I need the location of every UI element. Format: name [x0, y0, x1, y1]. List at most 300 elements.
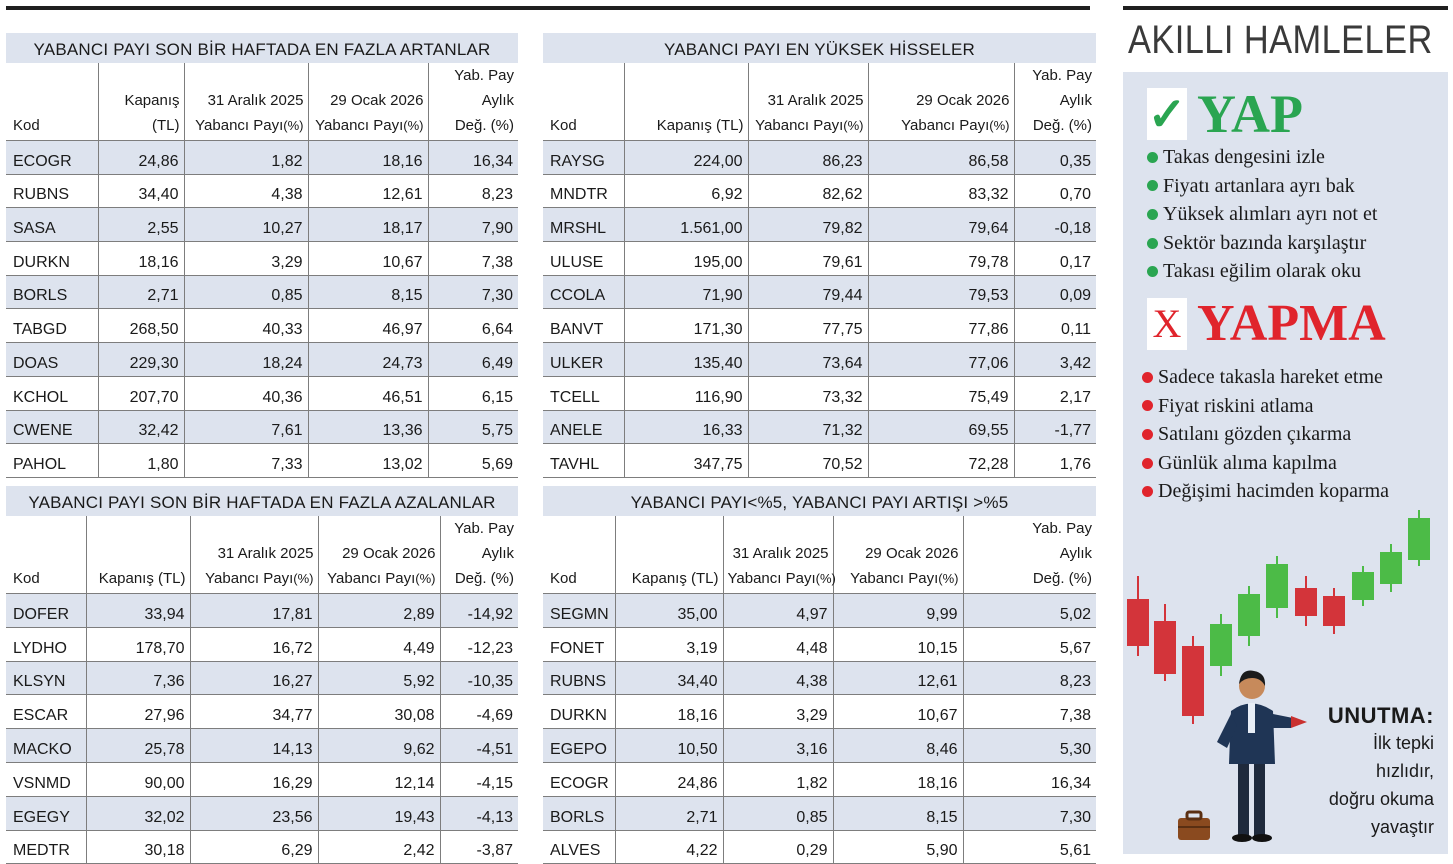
value-cell: 0,17 [1014, 242, 1096, 276]
list-item [1147, 200, 1377, 229]
value-cell: 79,78 [868, 242, 1014, 276]
value-cell: -0,18 [1014, 208, 1096, 242]
candlesticks [1127, 510, 1430, 724]
value-cell: 6,49 [428, 343, 518, 377]
value-cell: -10,35 [440, 661, 518, 695]
table-row [6, 242, 518, 276]
value-cell: 32,42 [98, 410, 184, 444]
ticker-cell: ECOGR [6, 141, 98, 175]
value-cell: 7,90 [428, 208, 518, 242]
value-cell: 1,80 [98, 444, 184, 478]
table-row [6, 376, 518, 410]
candle-body [1182, 646, 1204, 716]
unutma-line: yavaştır [1370, 817, 1434, 837]
ticker-cell: MEDTR [6, 830, 86, 864]
value-cell: 2,17 [1014, 376, 1096, 410]
value-cell: 72,28 [868, 444, 1014, 478]
table-row [6, 275, 518, 309]
table-row [6, 309, 518, 343]
panel-top-decliners [6, 486, 518, 864]
value-cell: -14,92 [440, 594, 518, 628]
panel-title: YABANCI PAYI<%5, YABANCI PAYI ARTIŞI >%5 [543, 486, 1096, 516]
candle-body [1323, 596, 1345, 626]
table-row [543, 830, 1096, 864]
ticker-cell: ULKER [543, 343, 624, 377]
unutma-title: UNUTMA: [1327, 703, 1434, 728]
value-cell: 6,15 [428, 376, 518, 410]
sidebar-title: AKILLI HAMLELER [1128, 18, 1433, 62]
ticker-cell: VSNMD [6, 762, 86, 796]
list-item-text: Takas dengesini izle [1163, 146, 1325, 168]
table-row [6, 661, 518, 695]
value-cell: -4,13 [440, 796, 518, 830]
bullet-dot-icon [1142, 429, 1153, 440]
list-item-text: Sektör bazında karşılaştır [1163, 231, 1367, 254]
value-cell: 24,86 [615, 762, 723, 796]
value-cell: 5,30 [963, 729, 1096, 763]
table-row [6, 830, 518, 864]
col-jan-2026: 29 Ocak 2026 Yabancı Payı(%) [868, 63, 1014, 141]
value-cell: 171,30 [624, 309, 748, 343]
table-row [543, 242, 1096, 276]
value-cell: 70,52 [748, 444, 868, 478]
value-cell: 4,22 [615, 830, 723, 864]
value-cell: 2,42 [318, 830, 440, 864]
value-cell: 4,48 [723, 627, 833, 661]
col-kapanis: Kapanış (TL) [86, 516, 190, 594]
col-kapanis: Kapanış (TL) [615, 516, 723, 594]
data-table [6, 63, 518, 478]
value-cell: 5,61 [963, 830, 1096, 864]
value-cell: 40,36 [184, 376, 308, 410]
candle-body [1380, 552, 1402, 584]
value-cell: 2,71 [98, 275, 184, 309]
value-cell: 3,16 [723, 729, 833, 763]
value-cell: 10,15 [833, 627, 963, 661]
list-item-text: Değişimi hacimden koparma [1158, 480, 1390, 503]
value-cell: 1.561,00 [624, 208, 748, 242]
value-cell: 77,06 [868, 343, 1014, 377]
value-cell: 7,30 [428, 275, 518, 309]
value-cell: 8,23 [428, 174, 518, 208]
yapma-label: YAPMA [1197, 295, 1386, 352]
table-row [6, 208, 518, 242]
value-cell: 79,53 [868, 275, 1014, 309]
table-row [543, 275, 1096, 309]
ticker-cell: MACKO [6, 729, 86, 763]
value-cell: 16,34 [428, 141, 518, 175]
value-cell: 4,49 [318, 627, 440, 661]
value-cell: 0,85 [723, 796, 833, 830]
value-cell: 18,16 [615, 695, 723, 729]
panel-title: YABANCI PAYI SON BİR HAFTADA EN FAZLA ARTANLAR [6, 33, 518, 63]
value-cell: 24,86 [98, 141, 184, 175]
list-item [1147, 143, 1377, 172]
col-jan-2026: 29 Ocak 2026 Yabancı Payı(%) [833, 516, 963, 594]
value-cell: 75,49 [868, 376, 1014, 410]
value-cell: 0,09 [1014, 275, 1096, 309]
value-cell: 3,29 [723, 695, 833, 729]
yapma-heading [1147, 296, 1386, 352]
col-kod: Kod [6, 63, 98, 141]
value-cell: 0,29 [723, 830, 833, 864]
value-cell: 12,14 [318, 762, 440, 796]
table-row [543, 174, 1096, 208]
value-cell: 46,51 [308, 376, 428, 410]
value-cell: 7,61 [184, 410, 308, 444]
value-cell: 116,90 [624, 376, 748, 410]
value-cell: 5,90 [833, 830, 963, 864]
table-row [543, 208, 1096, 242]
value-cell: 46,97 [308, 309, 428, 343]
data-table [543, 63, 1096, 478]
value-cell: 90,00 [86, 762, 190, 796]
value-cell: 10,27 [184, 208, 308, 242]
value-cell: 10,67 [833, 695, 963, 729]
col-dec-2025: 31 Aralık 2025 Yabancı Payı(%) [190, 516, 318, 594]
value-cell: 1,76 [1014, 444, 1096, 478]
col-jan-2026: 29 Ocak 2026 Yabancı Payı(%) [308, 63, 428, 141]
list-item [1142, 363, 1389, 392]
value-cell: 6,92 [624, 174, 748, 208]
ticker-cell: KCHOL [6, 376, 98, 410]
ticker-cell: CCOLA [543, 275, 624, 309]
value-cell: 34,77 [190, 695, 318, 729]
value-cell: 71,32 [748, 410, 868, 444]
table-row [6, 410, 518, 444]
table-row [6, 141, 518, 175]
ticker-cell: DURKN [6, 242, 98, 276]
table-row [543, 444, 1096, 478]
value-cell: 5,92 [318, 661, 440, 695]
value-cell: 2,71 [615, 796, 723, 830]
table-row [6, 444, 518, 478]
table-row [6, 695, 518, 729]
data-table [6, 516, 518, 864]
list-item-text: Fiyatı artanlara ayrı bak [1163, 174, 1355, 197]
value-cell: 2,55 [98, 208, 184, 242]
ticker-cell: EGEPO [543, 729, 615, 763]
value-cell: 0,35 [1014, 141, 1096, 175]
value-cell: 18,17 [308, 208, 428, 242]
ticker-cell: ALVES [543, 830, 615, 864]
value-cell: 18,16 [308, 141, 428, 175]
ticker-cell: BANVT [543, 309, 624, 343]
unutma-line: hızlıdır, [1375, 761, 1434, 781]
value-cell: -1,77 [1014, 410, 1096, 444]
value-cell: 6,29 [190, 830, 318, 864]
value-cell: 79,61 [748, 242, 868, 276]
value-cell: 77,86 [868, 309, 1014, 343]
value-cell: 23,56 [190, 796, 318, 830]
list-item-text: Günlük alıma kapılma [1158, 451, 1337, 474]
candle-body [1210, 624, 1232, 666]
table-row [543, 410, 1096, 444]
ticker-cell: FONET [543, 627, 615, 661]
col-dec-2025: 31 Aralık 2025 Yabancı Payı(%) [184, 63, 308, 141]
yap-label: YAP [1197, 84, 1304, 144]
panel-title: YABANCI PAYI SON BİR HAFTADA EN FAZLA AZALANLAR [6, 486, 518, 516]
list-item-text: Sadece takasla hareket etme [1158, 366, 1383, 388]
value-cell: -4,69 [440, 695, 518, 729]
table-row [543, 661, 1096, 695]
list-item [1142, 392, 1389, 421]
table-row [6, 174, 518, 208]
value-cell: 69,55 [868, 410, 1014, 444]
ticker-cell: MNDTR [543, 174, 624, 208]
table-row [6, 729, 518, 763]
panel-title: YABANCI PAYI EN YÜKSEK HİSSELER [543, 33, 1096, 63]
value-cell: 12,61 [833, 661, 963, 695]
value-cell: 7,36 [86, 661, 190, 695]
col-kod: Kod [543, 516, 615, 594]
value-cell: 2,89 [318, 594, 440, 628]
value-cell: 7,33 [184, 444, 308, 478]
value-cell: 83,32 [868, 174, 1014, 208]
table-row [6, 762, 518, 796]
value-cell: 16,34 [963, 762, 1096, 796]
ticker-cell: SEGMN [543, 594, 615, 628]
list-item-text: Fiyat riskini atlama [1158, 394, 1314, 417]
value-cell: 16,29 [190, 762, 318, 796]
bullet-dot-icon [1147, 180, 1158, 191]
col-dec-2025: 31 Aralık 2025 Yabancı Payı(%) [748, 63, 868, 141]
panel-low-share-high-increase [543, 486, 1096, 864]
value-cell: 347,75 [624, 444, 748, 478]
ticker-cell: RAYSG [543, 141, 624, 175]
value-cell: 79,64 [868, 208, 1014, 242]
yap-heading [1147, 86, 1303, 142]
value-cell: 16,27 [190, 661, 318, 695]
value-cell: 79,44 [748, 275, 868, 309]
ticker-cell: ULUSE [543, 242, 624, 276]
value-cell: 19,43 [318, 796, 440, 830]
value-cell: 13,36 [308, 410, 428, 444]
table-row [543, 695, 1096, 729]
col-change: Yab. Pay Aylık Değ. (%) [440, 516, 518, 594]
value-cell: 0,70 [1014, 174, 1096, 208]
bullet-dot-icon [1142, 458, 1153, 469]
value-cell: 135,40 [624, 343, 748, 377]
businessman-icon [1217, 671, 1307, 842]
value-cell: 7,38 [963, 695, 1096, 729]
value-cell: 16,33 [624, 410, 748, 444]
unutma-line: İlk tepki [1372, 733, 1434, 753]
bullet-dot-icon [1147, 238, 1158, 249]
value-cell: -4,15 [440, 762, 518, 796]
value-cell: 14,13 [190, 729, 318, 763]
ticker-cell: DOFER [6, 594, 86, 628]
value-cell: 6,64 [428, 309, 518, 343]
value-cell: 77,75 [748, 309, 868, 343]
ticker-cell: DOAS [6, 343, 98, 377]
value-cell: 25,78 [86, 729, 190, 763]
value-cell: 32,02 [86, 796, 190, 830]
ticker-cell: LYDHO [6, 627, 86, 661]
ticker-cell: ECOGR [543, 762, 615, 796]
ticker-cell: BORLS [6, 275, 98, 309]
value-cell: 3,42 [1014, 343, 1096, 377]
list-item [1147, 229, 1377, 258]
ticker-cell: RUBNS [543, 661, 615, 695]
value-cell: 24,73 [308, 343, 428, 377]
value-cell: 7,30 [963, 796, 1096, 830]
list-item [1142, 449, 1389, 478]
yap-list [1147, 143, 1377, 286]
candle-body [1352, 572, 1374, 600]
ticker-cell: SASA [6, 208, 98, 242]
col-kod: Kod [6, 516, 86, 594]
candle-body [1266, 564, 1288, 608]
value-cell: 5,75 [428, 410, 518, 444]
list-item [1147, 172, 1377, 201]
value-cell: 10,50 [615, 729, 723, 763]
data-table [543, 516, 1096, 864]
value-cell: 27,96 [86, 695, 190, 729]
table-row [6, 594, 518, 628]
bullet-dot-icon [1147, 209, 1158, 220]
value-cell: 0,85 [184, 275, 308, 309]
col-change: Yab. Pay Aylık Değ. (%) [963, 516, 1096, 594]
ticker-cell: TABGD [6, 309, 98, 343]
value-cell: 5,69 [428, 444, 518, 478]
value-cell: 4,38 [723, 661, 833, 695]
value-cell: 34,40 [615, 661, 723, 695]
ticker-cell: ANELE [543, 410, 624, 444]
value-cell: 13,02 [308, 444, 428, 478]
candle-body [1238, 594, 1260, 636]
value-cell: 73,32 [748, 376, 868, 410]
table-row [543, 729, 1096, 763]
value-cell: 18,24 [184, 343, 308, 377]
ticker-cell: MRSHL [543, 208, 624, 242]
value-cell: 71,90 [624, 275, 748, 309]
briefcase-icon [1178, 812, 1210, 840]
value-cell: 40,33 [184, 309, 308, 343]
sidebar-top-rule [1123, 6, 1448, 10]
value-cell: 8,23 [963, 661, 1096, 695]
ticker-cell: ESCAR [6, 695, 86, 729]
list-item [1142, 420, 1389, 449]
candle-body [1127, 599, 1149, 646]
value-cell: 9,99 [833, 594, 963, 628]
table-row [543, 343, 1096, 377]
value-cell: 178,70 [86, 627, 190, 661]
value-cell: 1,82 [723, 762, 833, 796]
ticker-cell: RUBNS [6, 174, 98, 208]
table-row [543, 762, 1096, 796]
table-row [543, 141, 1096, 175]
value-cell: 30,08 [318, 695, 440, 729]
value-cell: 3,19 [615, 627, 723, 661]
value-cell: -3,87 [440, 830, 518, 864]
value-cell: 3,29 [184, 242, 308, 276]
value-cell: 34,40 [98, 174, 184, 208]
ticker-cell: DURKN [543, 695, 615, 729]
value-cell: 4,97 [723, 594, 833, 628]
value-cell: 86,58 [868, 141, 1014, 175]
ticker-cell: EGEGY [6, 796, 86, 830]
value-cell: 0,11 [1014, 309, 1096, 343]
table-row [543, 796, 1096, 830]
value-cell: 35,00 [615, 594, 723, 628]
value-cell: 268,50 [98, 309, 184, 343]
col-kapanis: Kapanış (TL) [98, 63, 184, 141]
table-row [6, 796, 518, 830]
value-cell: 8,46 [833, 729, 963, 763]
value-cell: 8,15 [308, 275, 428, 309]
bullet-dot-icon [1147, 266, 1158, 277]
ticker-cell: TAVHL [543, 444, 624, 478]
yapma-list [1142, 363, 1389, 506]
col-change: Yab. Pay Aylık Değ. (%) [428, 63, 518, 141]
bullet-dot-icon [1142, 400, 1153, 411]
candle-body [1408, 518, 1430, 560]
value-cell: 207,70 [98, 376, 184, 410]
value-cell: 18,16 [98, 242, 184, 276]
value-cell: -12,23 [440, 627, 518, 661]
ticker-cell: CWENE [6, 410, 98, 444]
table-row [543, 309, 1096, 343]
check-icon: ✓ [1147, 88, 1187, 140]
value-cell: 79,82 [748, 208, 868, 242]
value-cell: 17,81 [190, 594, 318, 628]
value-cell: 1,82 [184, 141, 308, 175]
candle-body [1154, 621, 1176, 674]
value-cell: 5,67 [963, 627, 1096, 661]
col-kod: Kod [543, 63, 624, 141]
panel-top-gainers [6, 33, 518, 478]
value-cell: 8,15 [833, 796, 963, 830]
col-kapanis: Kapanış (TL) [624, 63, 748, 141]
value-cell: 16,72 [190, 627, 318, 661]
table-row [6, 627, 518, 661]
top-rule [6, 6, 1090, 10]
table-row [543, 376, 1096, 410]
value-cell: 9,62 [318, 729, 440, 763]
unutma-line: doğru okuma [1328, 789, 1434, 809]
ticker-cell: KLSYN [6, 661, 86, 695]
value-cell: 229,30 [98, 343, 184, 377]
value-cell: 86,23 [748, 141, 868, 175]
col-change: Yab. Pay Aylık Değ. (%) [1014, 63, 1096, 141]
list-item [1147, 257, 1377, 286]
value-cell: 7,38 [428, 242, 518, 276]
candle-body [1295, 588, 1317, 616]
value-cell: 33,94 [86, 594, 190, 628]
bullet-dot-icon [1147, 152, 1158, 163]
value-cell: 18,16 [833, 762, 963, 796]
value-cell: 30,18 [86, 830, 190, 864]
list-item-text: Takası eğilim olarak oku [1163, 260, 1361, 283]
panel-highest-foreign-share [543, 33, 1096, 478]
value-cell: 224,00 [624, 141, 748, 175]
table-row [543, 627, 1096, 661]
ticker-cell: TCELL [543, 376, 624, 410]
table-row [543, 594, 1096, 628]
list-item-text: Yüksek alımları ayrı not et [1163, 203, 1378, 226]
ticker-cell: PAHOL [6, 444, 98, 478]
value-cell: 12,61 [308, 174, 428, 208]
x-icon: X [1147, 298, 1187, 350]
value-cell: 73,64 [748, 343, 868, 377]
col-dec-2025: 31 Aralık 2025 Yabancı Payı(%) [723, 516, 833, 594]
value-cell: 82,62 [748, 174, 868, 208]
value-cell: 195,00 [624, 242, 748, 276]
value-cell: 4,38 [184, 174, 308, 208]
value-cell: 5,02 [963, 594, 1096, 628]
table-row [6, 343, 518, 377]
